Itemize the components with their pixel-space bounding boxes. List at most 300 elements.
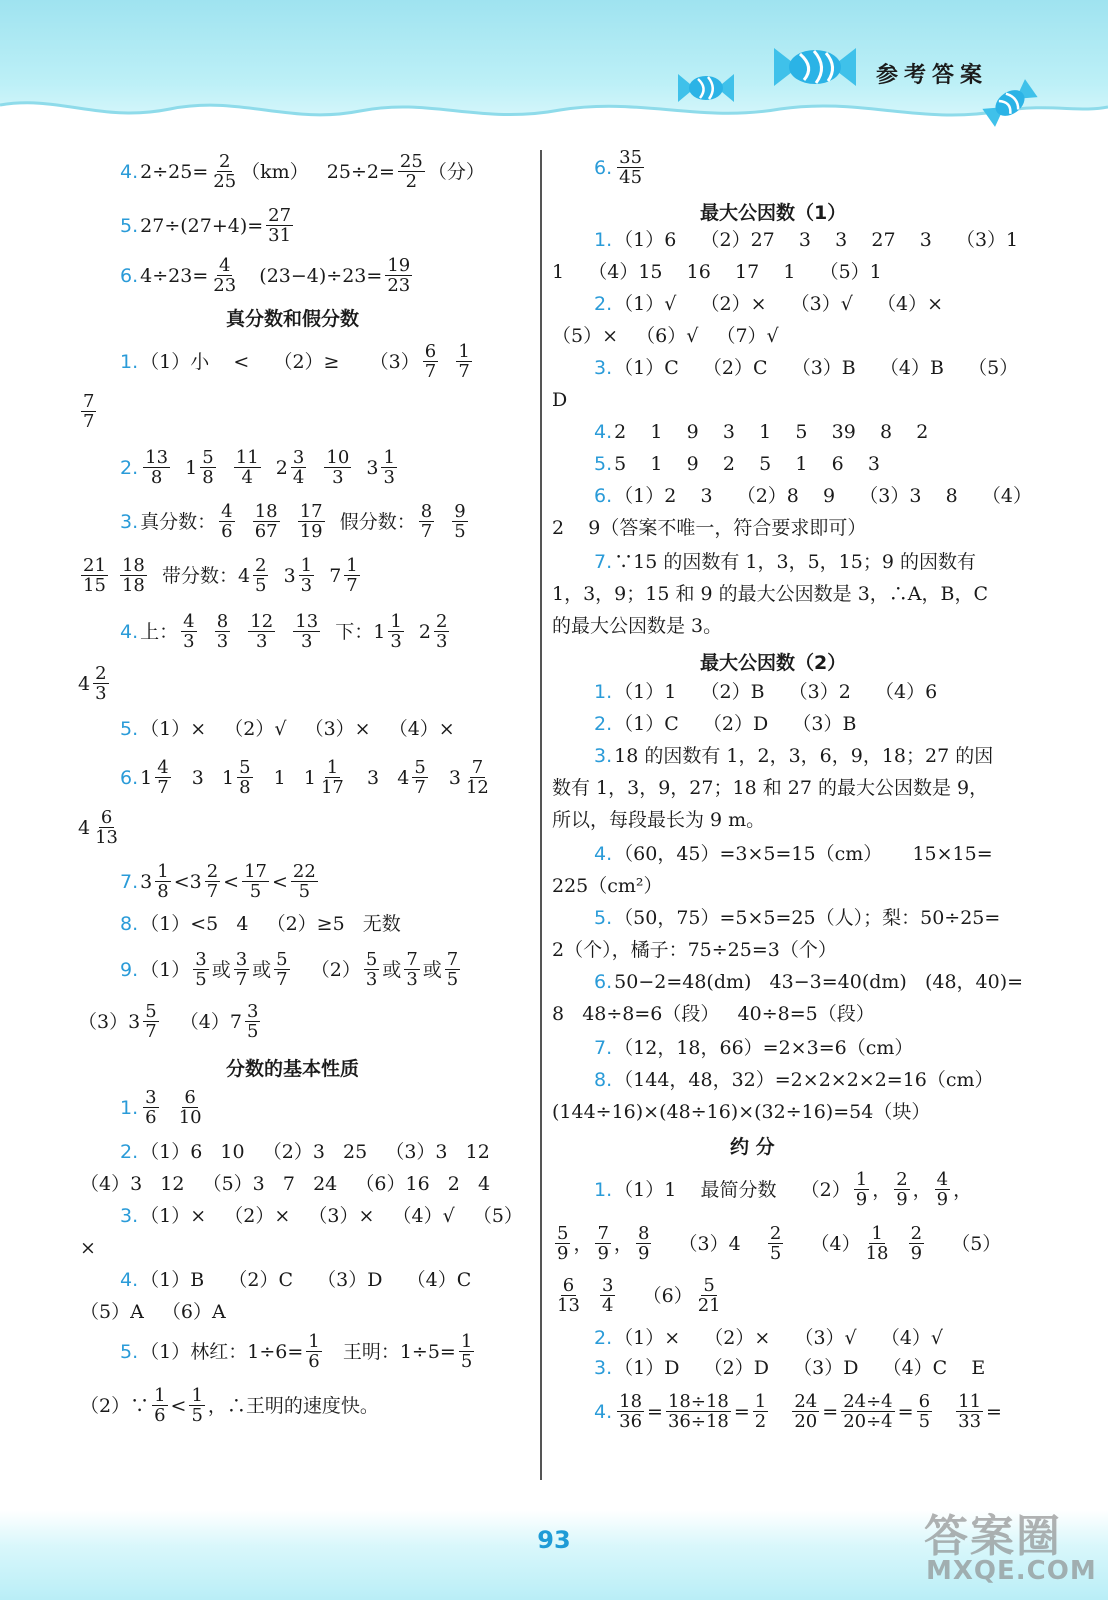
fraction-denominator: 7 xyxy=(414,777,426,798)
answer-text xyxy=(585,1284,597,1308)
fraction xyxy=(155,862,170,901)
fraction-numerator: 18 xyxy=(254,501,278,522)
fraction xyxy=(291,862,318,901)
fraction-denominator: 36 xyxy=(619,1411,643,1432)
item-number: 3. xyxy=(120,1205,139,1227)
fraction-numerator: 3 xyxy=(602,1275,614,1296)
fraction-numerator: 10 xyxy=(326,447,350,468)
answer-text: < xyxy=(271,870,288,893)
answer-text: （1）小 < （2）≥ （3） xyxy=(140,350,420,373)
answer-line xyxy=(80,1300,226,1324)
answer-text: <3 xyxy=(173,870,202,893)
fraction-numerator: 4 xyxy=(221,501,233,522)
fraction-numerator: 25 xyxy=(399,151,423,172)
item-number: 7. xyxy=(594,551,613,573)
answer-text: （1）B （2）C （3）D （4）C xyxy=(140,1269,472,1291)
page-number: 93 xyxy=(537,1526,571,1554)
item-number: 6. xyxy=(594,156,613,179)
fraction xyxy=(909,1224,924,1263)
answer-text: （1）C （2）D （3）B xyxy=(614,713,857,735)
fraction-numerator: 1 xyxy=(346,555,358,576)
fraction-denominator: 5 xyxy=(298,881,311,902)
fraction-denominator: 7 xyxy=(346,575,358,596)
fraction-denominator: 3 xyxy=(300,575,313,596)
fraction-denominator: 18 xyxy=(865,1243,889,1264)
fraction-numerator: 7 xyxy=(471,757,484,778)
answer-text xyxy=(233,620,245,644)
fraction-numerator: 1 xyxy=(460,1331,473,1352)
fraction-numerator: 5 xyxy=(239,757,251,778)
answer-line xyxy=(80,1172,490,1196)
answer-text xyxy=(771,1400,789,1424)
fraction xyxy=(555,1224,570,1263)
answer-line xyxy=(552,874,663,898)
answer-line xyxy=(120,1140,490,1164)
fraction-numerator: 3 xyxy=(145,1087,157,1108)
answer-text: （2） xyxy=(292,958,361,981)
answer-line xyxy=(80,1236,96,1260)
answer-text: （5） xyxy=(927,1232,1002,1255)
answer-line xyxy=(594,680,937,704)
answer-line xyxy=(552,324,779,348)
fraction-denominator: 5 xyxy=(446,969,459,990)
answer-text: 的最大公因数是 3。 xyxy=(552,615,723,637)
answer-text: 18 的因数有 1，2，3，6，9，18；27 的因 xyxy=(614,745,994,767)
fraction-numerator: 1 xyxy=(191,1385,203,1406)
fraction-denominator: 4 xyxy=(241,467,253,488)
answer-text: 或 xyxy=(422,958,442,981)
answer-line xyxy=(594,148,647,187)
fraction-denominator: 2 xyxy=(754,1411,767,1432)
fraction xyxy=(81,392,96,431)
answer-text: 4÷23= xyxy=(140,264,209,287)
fraction-numerator: 19 xyxy=(387,255,411,276)
answer-text: 1 1 xyxy=(255,766,316,789)
fraction-numerator: 24 xyxy=(794,1391,818,1412)
fraction xyxy=(956,1392,983,1431)
answer-text: = xyxy=(897,1400,914,1423)
answer-line xyxy=(120,256,415,295)
fraction xyxy=(385,256,412,295)
item-number: 3. xyxy=(594,745,613,767)
fraction-numerator: 12 xyxy=(250,611,274,632)
fraction xyxy=(299,556,314,595)
fraction-denominator: 13 xyxy=(557,1295,580,1316)
answer-text: （1）<5 4 （2）≥5 无数 xyxy=(140,913,401,935)
item-number: 5. xyxy=(120,214,139,237)
answer-text: 数有 1，3，9，27；18 和 27 的最大公因数是 9， xyxy=(552,777,989,799)
fraction-denominator: 2 xyxy=(405,171,418,192)
fraction xyxy=(234,950,249,989)
fraction-denominator: 23 xyxy=(387,275,411,296)
answer-line xyxy=(594,292,943,316)
answer-text: 真分数： xyxy=(140,510,217,533)
section-heading: 约 分 xyxy=(730,1136,775,1158)
answer-line xyxy=(594,744,993,768)
answer-text: （1）6 10 （2）3 25 （3）3 12 xyxy=(140,1141,490,1163)
item-number: 7. xyxy=(594,1037,613,1059)
answer-line xyxy=(552,1100,930,1124)
fraction-numerator: 7 xyxy=(597,1223,609,1244)
fraction-numerator: 18 xyxy=(121,555,145,576)
answer-line xyxy=(120,758,494,797)
fraction-numerator: 6 xyxy=(424,341,437,362)
answer-line xyxy=(552,260,882,284)
fraction-denominator: 25 xyxy=(213,171,237,192)
fraction-denominator: 9 xyxy=(855,1189,868,1210)
answer-text: （分） xyxy=(427,160,485,183)
answer-line xyxy=(594,1326,943,1350)
fraction xyxy=(291,448,306,487)
watermark-logo xyxy=(920,1500,1097,1595)
item-number: 3. xyxy=(120,510,139,533)
answer-text: （1）√ （2）× （3）√ （4）× xyxy=(614,293,944,315)
fraction xyxy=(143,1002,158,1041)
fraction xyxy=(219,502,234,541)
fraction-numerator: 9 xyxy=(454,501,466,522)
watermark-url: MXQE.COM xyxy=(926,1556,1097,1586)
answer-text: = xyxy=(822,1400,839,1423)
header-title: 参考答案 xyxy=(876,63,989,88)
fraction xyxy=(266,206,293,245)
fraction-numerator: 1 xyxy=(390,611,402,632)
fraction xyxy=(841,1392,894,1431)
fraction-numerator: 5 xyxy=(414,757,426,778)
fraction-numerator: 8 xyxy=(216,611,229,632)
answer-line xyxy=(120,862,321,901)
fraction-denominator: 33 xyxy=(958,1411,982,1432)
fraction-denominator: 9 xyxy=(557,1243,569,1264)
fraction-denominator: 3 xyxy=(365,969,378,990)
fraction xyxy=(434,612,449,651)
fraction-numerator: 6 xyxy=(562,1275,575,1296)
fraction-numerator: 2 xyxy=(769,1223,782,1244)
answer-text xyxy=(441,350,453,374)
answer-text: （60，45）=3×5=15（cm） 15×15= xyxy=(614,843,993,865)
item-number: 4. xyxy=(594,421,613,443)
answer-text: 2 xyxy=(263,456,288,479)
answer-text: D xyxy=(552,389,568,411)
fraction-numerator: 4 xyxy=(183,611,195,632)
answer-text: 50−2=48(dm) 43−3=40(dm) (48，40)= xyxy=(614,971,1024,993)
fraction xyxy=(189,1386,204,1425)
answer-line xyxy=(594,1036,913,1060)
answer-line xyxy=(594,550,976,574)
answer-text xyxy=(437,510,449,534)
answer-text: （1）× （2）× （3）√ （4）√ xyxy=(614,1327,944,1349)
item-number: 5. xyxy=(120,718,139,740)
fraction xyxy=(93,664,108,703)
fraction xyxy=(617,1392,644,1431)
fraction-denominator: 7 xyxy=(206,881,219,902)
fraction-numerator: 4 xyxy=(218,255,231,276)
fraction-numerator: 4 xyxy=(936,1169,949,1190)
fraction-numerator: 2 xyxy=(218,151,231,172)
answer-text: 4 xyxy=(78,816,91,839)
answer-text: （2）∵ xyxy=(80,1394,150,1417)
answer-text: 2 9（答案不唯一，符合要求即可） xyxy=(552,517,867,539)
answer-text: ， xyxy=(872,1178,892,1201)
fraction-numerator: 1 xyxy=(308,1331,320,1352)
answer-text: 2 1 9 3 1 5 39 8 2 xyxy=(614,421,929,443)
header-wave xyxy=(0,95,1108,145)
item-number: 4. xyxy=(594,1400,613,1423)
fraction xyxy=(445,950,460,989)
fraction-denominator: 3 xyxy=(255,631,268,652)
fraction-numerator: 1 xyxy=(154,1385,166,1406)
fraction-denominator: 4 xyxy=(602,1295,614,1316)
fraction xyxy=(248,612,275,651)
fraction xyxy=(177,1088,204,1127)
item-number: 3. xyxy=(594,357,613,379)
answer-text: < xyxy=(170,1394,187,1417)
fraction xyxy=(404,950,419,989)
fraction-denominator: 6 xyxy=(308,1351,320,1372)
answer-line xyxy=(78,392,99,431)
fraction-denominator: 3 xyxy=(390,631,402,652)
fraction-denominator: 5 xyxy=(460,1351,473,1372)
answer-text: （1） xyxy=(140,958,191,981)
answer-text: （1）林红：1÷6= xyxy=(140,1340,304,1363)
fraction-denominator: 3 xyxy=(216,631,229,652)
fraction-numerator: 18÷18 xyxy=(667,1391,729,1412)
fraction xyxy=(200,448,215,487)
fraction-denominator: 45 xyxy=(619,167,643,188)
answer-text: (23−4)÷23= xyxy=(241,264,383,287)
fraction-numerator: 1 xyxy=(855,1169,868,1190)
fraction xyxy=(143,448,170,487)
fraction xyxy=(242,862,269,901)
answer-text: 3 1 xyxy=(173,766,235,789)
item-number: 1. xyxy=(120,350,139,373)
fraction xyxy=(666,1392,731,1431)
answer-text: = xyxy=(986,1400,1002,1423)
fraction-denominator: 31 xyxy=(268,225,292,246)
answer-text: 假分数： xyxy=(327,510,416,533)
answer-text: 3 xyxy=(271,564,296,587)
answer-text xyxy=(894,1232,906,1256)
answer-text: = xyxy=(647,1400,663,1423)
fraction-denominator: 20 xyxy=(794,1411,818,1432)
fraction-numerator: 3 xyxy=(246,1001,259,1022)
column-divider xyxy=(540,150,542,1480)
fraction xyxy=(753,1392,768,1431)
fraction xyxy=(617,148,644,187)
answer-text: （1）C （2）C （3）B （4）B （5） xyxy=(614,357,1019,379)
fraction-numerator: 5 xyxy=(202,447,214,468)
fraction-denominator: 3 xyxy=(332,467,344,488)
answer-text: 3 xyxy=(430,766,461,789)
section-heading: 最大公因数（1） xyxy=(700,202,847,224)
item-number: 1. xyxy=(120,1096,139,1119)
answer-text: （1）1 最简分数 （2） xyxy=(614,1178,851,1201)
answer-line xyxy=(552,516,866,540)
fraction-denominator: 9 xyxy=(896,1189,908,1210)
answer-line xyxy=(552,1276,726,1315)
fraction xyxy=(412,758,427,797)
answer-line xyxy=(120,950,463,989)
fraction xyxy=(917,1392,932,1431)
fraction-denominator: 21 xyxy=(697,1295,721,1316)
answer-text: 3 xyxy=(140,870,153,893)
answer-line xyxy=(594,1170,972,1209)
fraction-numerator: 35 xyxy=(619,147,643,168)
candy-icon xyxy=(770,42,860,92)
answer-text xyxy=(278,620,290,644)
fraction xyxy=(155,758,170,797)
fraction xyxy=(143,1088,158,1127)
fraction xyxy=(298,502,325,541)
item-number: 6. xyxy=(120,766,139,789)
fraction-numerator: 5 xyxy=(276,949,288,970)
answer-text: 王明：1÷5= xyxy=(324,1340,456,1363)
answer-line xyxy=(78,1002,263,1041)
fraction xyxy=(364,950,379,989)
item-number: 8. xyxy=(120,913,139,935)
fraction-numerator: 5 xyxy=(703,1275,715,1296)
item-number: 4. xyxy=(120,620,139,643)
fraction xyxy=(306,1332,321,1371)
fraction xyxy=(81,556,108,595)
fraction-denominator: 7 xyxy=(157,777,169,798)
item-number: 8. xyxy=(594,1069,613,1091)
fraction-numerator: 5 xyxy=(145,1001,157,1022)
fraction-denominator: 9 xyxy=(637,1243,650,1264)
answer-text: ∵15 的因数有 1，3，5，15；9 的因数有 xyxy=(614,551,976,573)
answer-line xyxy=(120,1332,477,1371)
answer-text xyxy=(309,456,321,480)
answer-line xyxy=(120,612,452,651)
section-heading: 最大公因数（2） xyxy=(700,652,847,674)
fraction xyxy=(205,862,220,901)
answer-text: 8 48÷8=6（段） 40÷8=5（段） xyxy=(552,1003,875,1025)
fraction xyxy=(253,502,280,541)
fraction xyxy=(234,448,261,487)
fraction-denominator: 5 xyxy=(255,575,267,596)
answer-text: （4）3 12 （5）3 7 24 （6）16 2 4 xyxy=(80,1173,491,1195)
fraction-denominator: 13 xyxy=(95,827,118,848)
item-number: 3. xyxy=(594,1357,613,1379)
fraction xyxy=(854,1170,869,1209)
answer-text: ， xyxy=(573,1232,593,1255)
answer-text: 1 xyxy=(173,456,198,479)
answer-line xyxy=(594,1392,1002,1431)
fraction-numerator: 7 xyxy=(406,949,418,970)
item-number: 6. xyxy=(120,264,139,287)
answer-text: 1 xyxy=(140,766,153,789)
fraction-denominator: 7 xyxy=(235,969,248,990)
answer-text: （km） 25÷2= xyxy=(241,160,395,183)
fraction-denominator: 5 xyxy=(246,1021,259,1042)
answer-text: 所以，每段最长为 9 m。 xyxy=(552,809,766,831)
fraction xyxy=(419,502,434,541)
answer-line xyxy=(594,420,928,444)
fraction-numerator: 8 xyxy=(420,501,433,522)
answer-text: 带分数：4 xyxy=(149,564,251,587)
answer-text: （1）2 3 （2）8 9 （3）3 8 （4） xyxy=(614,485,1032,507)
fraction-numerator: 2 xyxy=(95,663,107,684)
fraction-numerator: 2 xyxy=(435,611,448,632)
item-number: 2. xyxy=(120,456,139,479)
fraction xyxy=(381,448,396,487)
answer-line xyxy=(120,342,475,381)
fraction-numerator: 3 xyxy=(195,949,207,970)
answer-text xyxy=(200,620,212,644)
section-heading: 真分数和假分数 xyxy=(226,308,360,330)
answer-text: × xyxy=(80,1237,96,1259)
fraction-denominator: 3 xyxy=(435,631,448,652)
fraction-denominator: 6 xyxy=(221,521,233,542)
item-number: 4. xyxy=(594,843,613,865)
fraction xyxy=(181,612,196,651)
item-number: 5. xyxy=(594,453,613,475)
fraction-numerator: 17 xyxy=(299,501,323,522)
fraction-denominator: 7 xyxy=(276,969,288,990)
answer-text: （1）D （2）D （3）D （4）C E xyxy=(614,1357,986,1379)
item-number: 6. xyxy=(594,485,613,507)
fraction-numerator: 1 xyxy=(326,757,339,778)
answer-text: （3）4 xyxy=(654,1232,765,1255)
fraction-numerator: 3 xyxy=(292,447,305,468)
fraction-numerator: 13 xyxy=(145,447,169,468)
fraction xyxy=(423,342,438,381)
fraction-numerator: 1 xyxy=(157,861,169,882)
answer-text: 3 xyxy=(354,456,379,479)
fraction-denominator: 5 xyxy=(249,881,262,902)
fraction xyxy=(237,758,252,797)
answer-line xyxy=(594,228,1018,252)
fraction-denominator: 3 xyxy=(406,969,418,990)
answer-text: ， xyxy=(613,1232,633,1255)
fraction-numerator: 4 xyxy=(157,757,169,778)
fraction xyxy=(696,1276,723,1315)
answer-text: 2 xyxy=(406,620,431,643)
answer-text: 225（cm²） xyxy=(552,875,663,897)
fraction-denominator: 6 xyxy=(154,1405,166,1426)
fraction-denominator: 6 xyxy=(145,1107,157,1128)
answer-line xyxy=(552,582,988,606)
fraction-numerator: 2 xyxy=(206,861,219,882)
fraction-numerator: 11 xyxy=(235,447,259,468)
answer-line xyxy=(78,808,123,847)
answer-text: （1）× （2）× （3）× （4）√ （5） xyxy=(140,1205,523,1227)
fraction xyxy=(600,1276,615,1315)
fraction-denominator: 3 xyxy=(300,631,313,652)
item-number: 5. xyxy=(594,907,613,929)
fraction xyxy=(274,950,289,989)
answer-line xyxy=(552,1002,875,1026)
answer-line xyxy=(552,614,722,638)
fraction xyxy=(636,1224,651,1263)
answer-text: （1）1 （2）B （3）2 （4）6 xyxy=(614,681,938,703)
answer-text: ， xyxy=(953,1178,973,1201)
fraction-denominator: 5 xyxy=(191,1405,203,1426)
item-number: 6. xyxy=(594,971,613,993)
fraction xyxy=(152,1386,167,1425)
answer-line xyxy=(594,1356,985,1380)
item-number: 2. xyxy=(594,713,613,735)
answer-text: （4）7 xyxy=(161,1010,242,1033)
fraction-denominator: 7 xyxy=(420,521,433,542)
answer-line xyxy=(120,1204,523,1228)
fraction-denominator: 17 xyxy=(320,777,344,798)
fraction-numerator: 1 xyxy=(754,1391,767,1412)
item-number: 4. xyxy=(120,160,139,183)
fraction-numerator: 1 xyxy=(300,555,313,576)
answer-line xyxy=(78,664,112,703)
answer-line xyxy=(120,448,400,487)
fraction-denominator: 9 xyxy=(936,1189,949,1210)
